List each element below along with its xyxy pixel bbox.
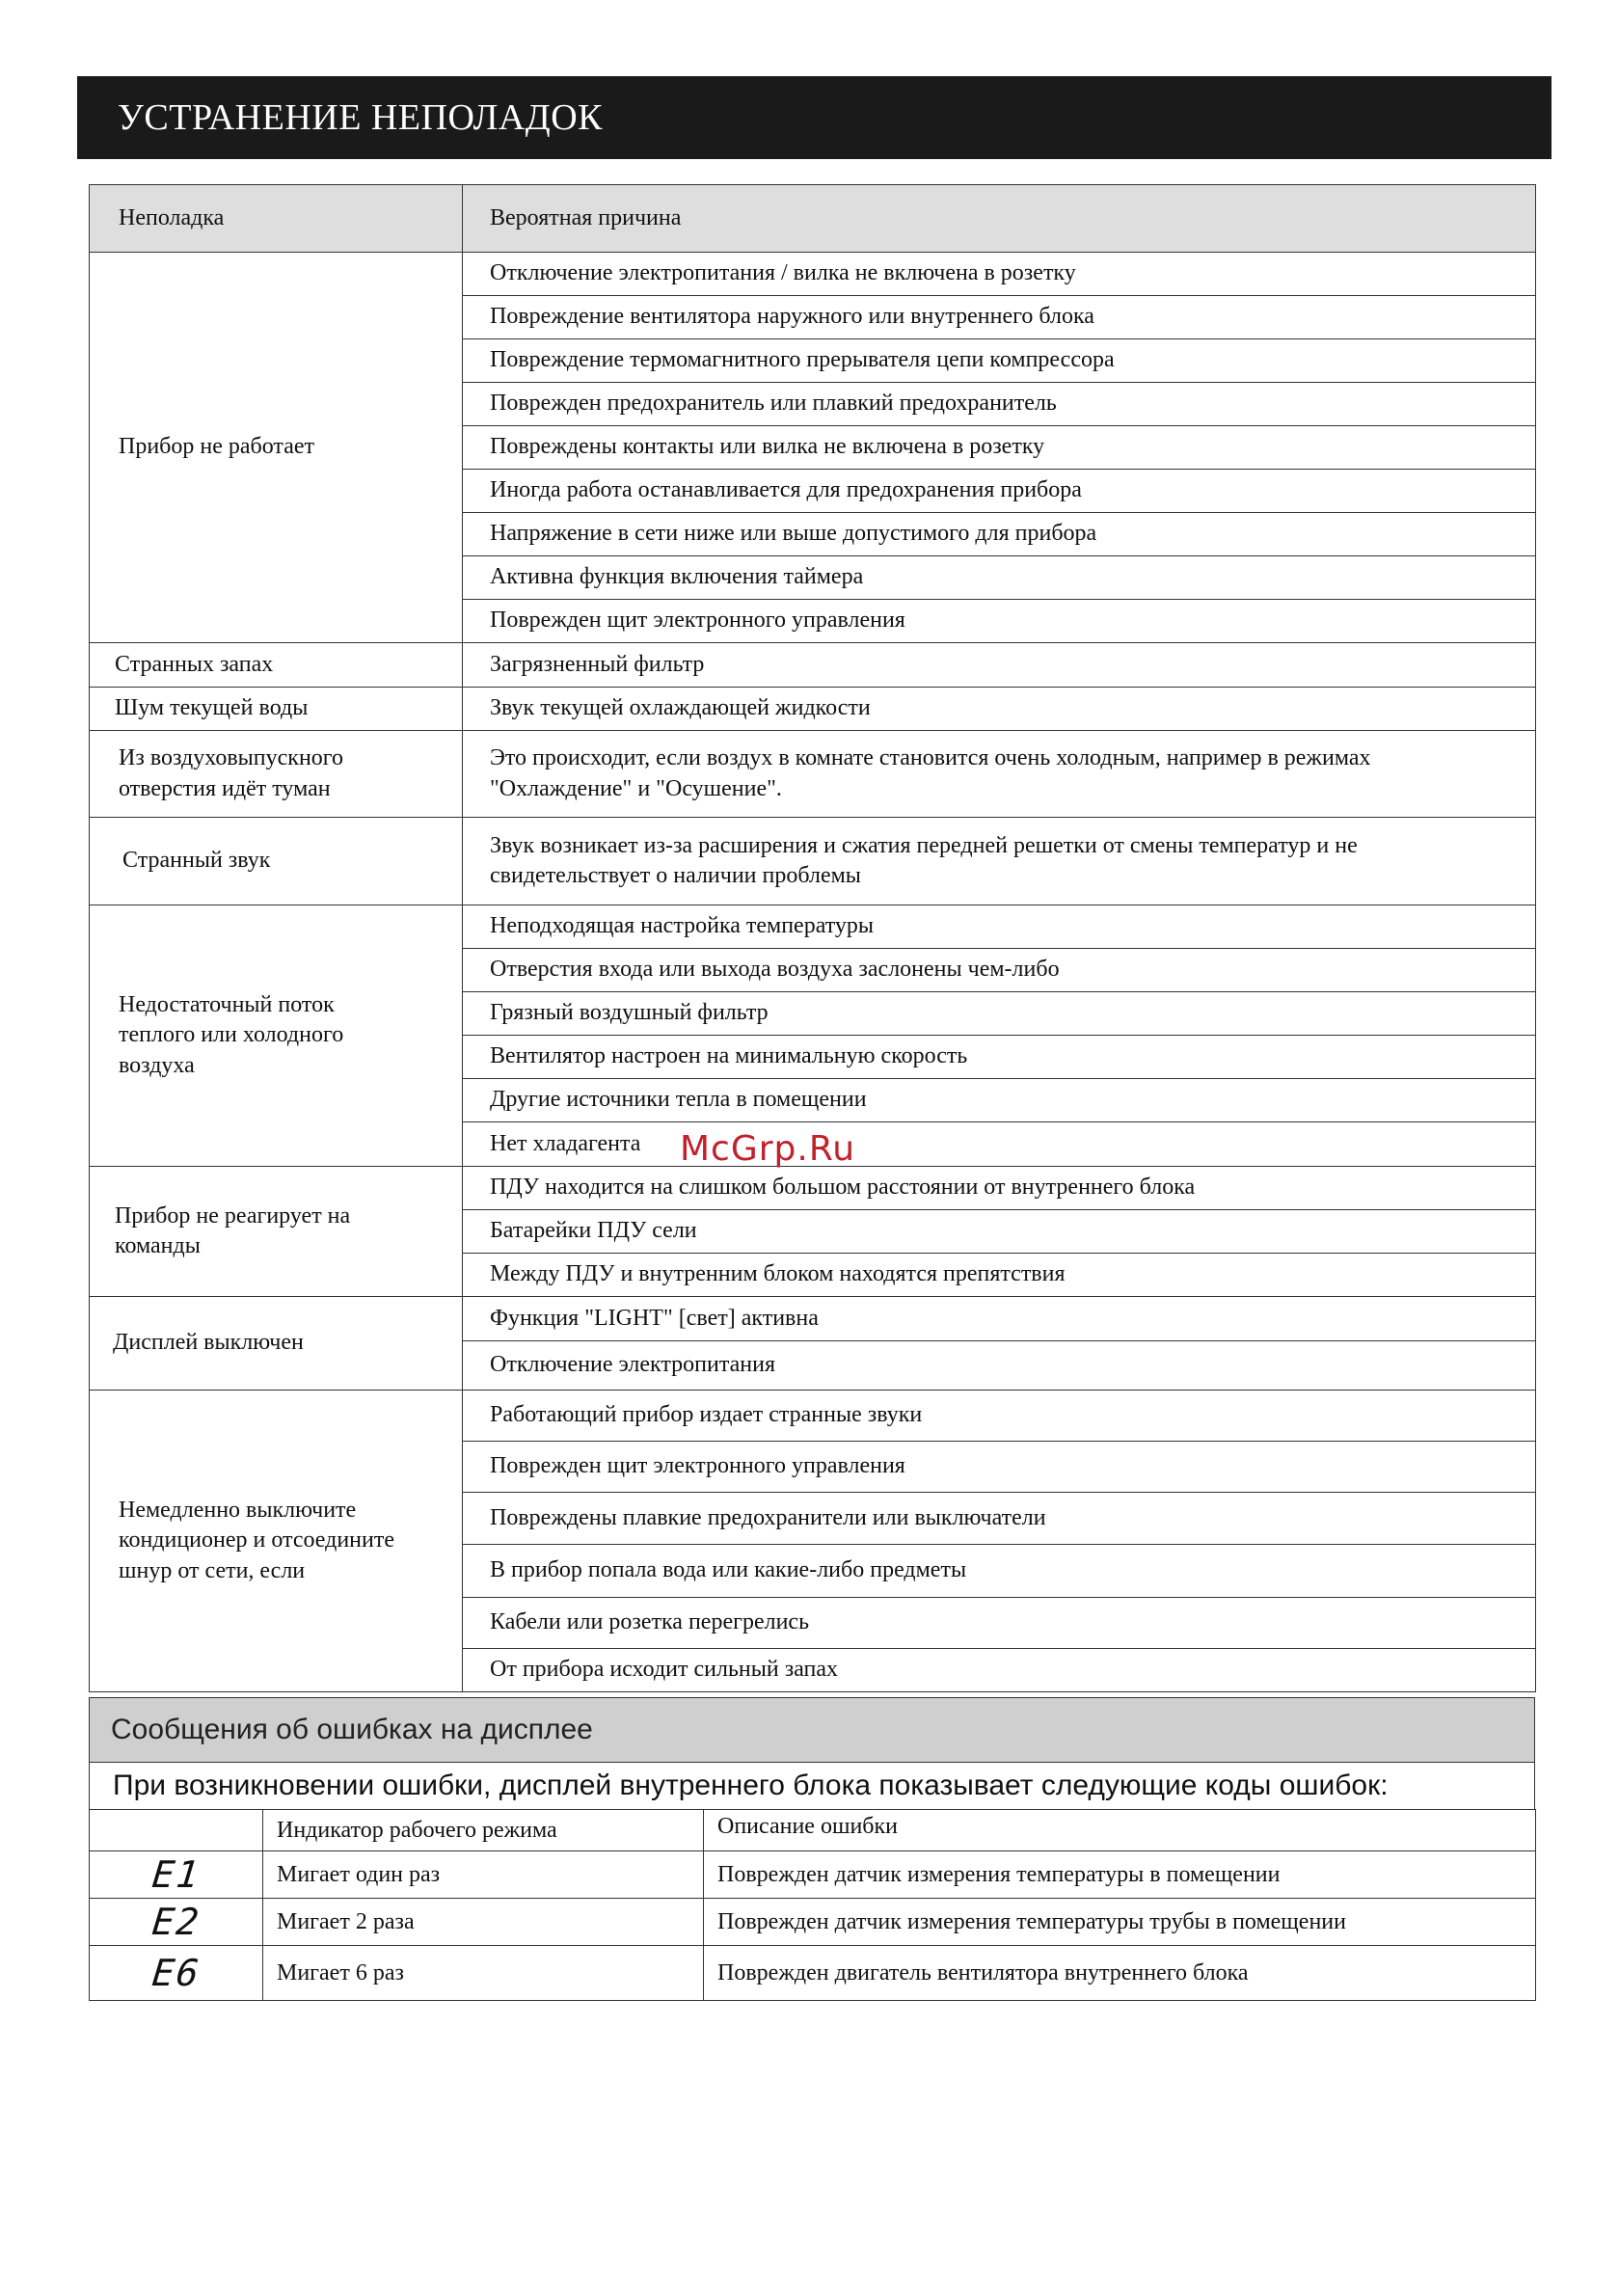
description-cell: Поврежден датчик измерения температуры в помещении [704, 1851, 1536, 1899]
problem-cell: Прибор не работает [90, 253, 463, 643]
errors-section-title: Сообщения об ошибках на дисплее [89, 1697, 1535, 1763]
cause-cell: Загрязненный фильтр [463, 643, 1536, 688]
cause-cell: Нет хладагента [463, 1122, 1536, 1167]
cause-cell: Звук текущей охлаждающей жидкости [463, 688, 1536, 731]
indicator-cell: Мигает 2 раза [263, 1899, 704, 1946]
error-code-cell [90, 1946, 263, 2001]
problem-cell: Прибор не реагирует на команды [90, 1167, 463, 1297]
error-code: E6 [149, 1952, 202, 1994]
description-cell: Поврежден датчик измерения температуры трубы в помещении [704, 1899, 1536, 1946]
troubleshooting-table [89, 184, 1536, 1692]
cause-cell: Отключение электропитания / вилка не включена в розетку [463, 253, 1536, 296]
indicator-cell: Мигает один раз [263, 1851, 704, 1899]
cause-cell: Грязный воздушный фильтр [463, 992, 1536, 1036]
cause-cell: Это происходит, если воздух в комнате становится очень холодным, например в режимах "Охлаждение" и "Осушение". [463, 731, 1536, 818]
problem-cell: Шум текущей воды [90, 688, 463, 731]
cause-cell: Активна функция включения таймера [463, 556, 1536, 600]
cause-cell: Звук возникает из-за расширения и сжатия передней решетки от смены температур и не свидетельствует о наличии проблемы [463, 818, 1536, 905]
cause-cell: Иногда работа останавливается для предохранения прибора [463, 470, 1536, 513]
problem-cell: Дисплей выключен [90, 1297, 463, 1391]
cause-cell: Функция "LIGHT" [свет] активна [463, 1297, 1536, 1341]
cause-cell: Напряжение в сети ниже или выше допустимого для прибора [463, 513, 1536, 556]
description-cell: Поврежден двигатель вентилятора внутреннего блока [704, 1946, 1536, 2001]
table-row [90, 1297, 1536, 1341]
table-row [90, 643, 1536, 688]
cause-cell: Отключение электропитания [463, 1341, 1536, 1391]
table-row [90, 905, 1536, 949]
header-description: Описание ошибки [704, 1810, 1536, 1851]
cause-cell: Повреждены плавкие предохранители или выключатели [463, 1493, 1536, 1545]
table-row [90, 688, 1536, 731]
header-cause: Вероятная причина [463, 185, 1536, 253]
error-code: E1 [149, 1853, 202, 1896]
cause-cell: Батарейки ПДУ сели [463, 1210, 1536, 1254]
table-row [90, 1851, 1536, 1899]
table-row [90, 1899, 1536, 1946]
cause-cell: Между ПДУ и внутренним блоком находятся препятствия [463, 1254, 1536, 1297]
table-row [90, 731, 1536, 818]
cause-cell: Другие источники тепла в помещении [463, 1079, 1536, 1122]
table-row [90, 818, 1536, 905]
error-code: E2 [149, 1901, 202, 1943]
table-row [90, 253, 1536, 296]
cause-cell: Отверстия входа или выхода воздуха заслонены чем-либо [463, 949, 1536, 992]
cause-cell: От прибора исходит сильный запах [463, 1649, 1536, 1692]
error-code-cell [90, 1899, 263, 1946]
cause-cell: Повреждение вентилятора наружного или внутреннего блока [463, 296, 1536, 339]
header-code [90, 1810, 263, 1851]
watermark-text: McGrp.Ru [680, 1129, 856, 1169]
cause-cell: Поврежден предохранитель или плавкий предохранитель [463, 383, 1536, 426]
cause-cell: Кабели или розетка перегрелись [463, 1598, 1536, 1649]
error-code-cell [90, 1851, 263, 1899]
problem-cell: Немедленно выключите кондиционер и отсоедините шнур от сети, если [90, 1391, 463, 1692]
problem-cell: Недостаточный поток теплого или холодного воздуха [90, 905, 463, 1167]
cause-cell: Работающий прибор издает странные звуки [463, 1391, 1536, 1442]
problem-cell: Странный звук [90, 818, 463, 905]
cause-cell: ПДУ находится на слишком большом расстоянии от внутреннего блока [463, 1167, 1536, 1210]
table-header-row [90, 185, 1536, 253]
page-title: УСТРАНЕНИЕ НЕПОЛАДОК [77, 76, 1552, 159]
error-codes-table [89, 1809, 1536, 2001]
error-table-header-row [90, 1810, 1536, 1851]
cause-cell: Повреждены контакты или вилка не включена в розетку [463, 426, 1536, 470]
errors-section-intro: При возникновении ошибки, дисплей внутреннего блока показывает следующие коды ошибок: [89, 1763, 1535, 1809]
problem-cell: Странных запах [90, 643, 463, 688]
header-indicator: Индикатор рабочего режима [263, 1810, 704, 1851]
cause-cell: В прибор попала вода или какие-либо предметы [463, 1545, 1536, 1598]
header-problem: Неполадка [90, 185, 463, 253]
cause-cell: Повреждение термомагнитного прерывателя цепи компрессора [463, 339, 1536, 383]
cause-cell: Поврежден щит электронного управления [463, 1442, 1536, 1493]
table-row [90, 1167, 1536, 1210]
problem-cell: Из воздуховыпускного отверстия идёт туман [90, 731, 463, 818]
table-row [90, 1391, 1536, 1442]
table-row [90, 1946, 1536, 2001]
cause-cell: Неподходящая настройка температуры [463, 905, 1536, 949]
cause-cell: Вентилятор настроен на минимальную скорость [463, 1036, 1536, 1079]
indicator-cell: Мигает 6 раз [263, 1946, 704, 2001]
cause-cell: Поврежден щит электронного управления [463, 600, 1536, 643]
